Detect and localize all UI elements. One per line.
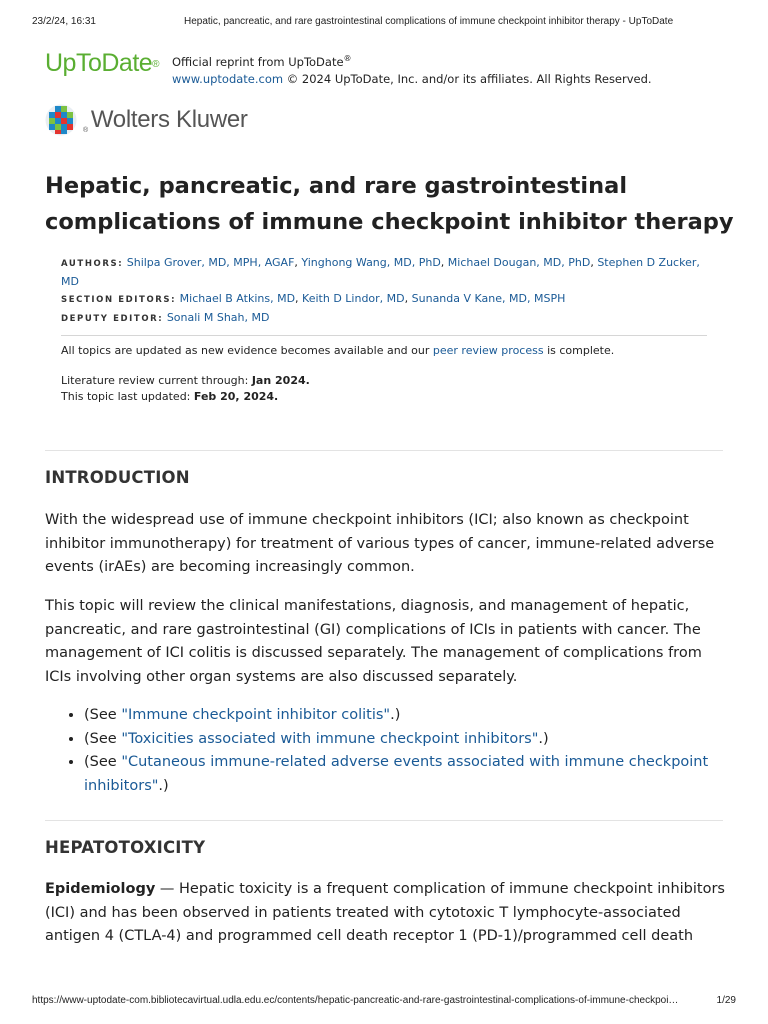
topic-link-ici-colitis[interactable]: "Immune checkpoint inhibitor colitis" xyxy=(121,707,391,723)
reprint-notice xyxy=(172,50,652,88)
authors-line: AUTHORS: Shilpa Grover, MD, MPH, AGAF, Yinghong Wang, MD, PhD, Michael Dougan, MD, PhD, Stephen D Zucker, MD xyxy=(61,256,700,288)
deputy-editor-label: DEPUTY EDITOR: xyxy=(61,314,164,324)
section-editors-line: SECTION EDITORS: Michael B Atkins, MD, Keith D Lindor, MD, Sunanda V Kane, MD, MSPH xyxy=(61,292,566,305)
deputy-editor-line xyxy=(61,309,701,328)
ref-suffix: .) xyxy=(538,730,549,747)
section-divider xyxy=(45,450,723,451)
publisher-registered-mark: ® xyxy=(83,127,88,134)
uptodate-logo-text: UpToDate xyxy=(45,49,153,77)
see-also-list xyxy=(45,704,764,798)
note-text: All topics are updated as new evidence becomes available and our xyxy=(61,344,433,357)
page-number: 1/29 xyxy=(716,995,736,1006)
wolters-kluwer-text xyxy=(83,106,248,134)
publisher-name: Wolters Kluwer xyxy=(90,106,248,133)
last-updated-label: This topic last updated: xyxy=(61,390,194,403)
copyright-text: © 2024 UpToDate, Inc. and/or its affiliates. All Rights Reserved. xyxy=(283,71,652,86)
article-meta xyxy=(61,254,701,328)
note-suffix: is complete. xyxy=(543,344,615,357)
reprint-registered-mark: ® xyxy=(343,54,352,63)
author-link[interactable]: Michael Dougan, MD, PhD xyxy=(447,256,591,269)
wolters-kluwer-logo xyxy=(45,104,248,136)
epidemiology-text: — Hepatic toxicity is a frequent complication of immune checkpoint inhibitors (ICI) and has been observed in patients treated with cytotoxic T lymphocyte-associated antigen 4 (CTLA-4) and programmed cell death receptor 1 (PD-1)/programmed cell death xyxy=(45,881,725,945)
authors-label: AUTHORS: xyxy=(61,259,124,269)
print-page-title: Hepatic, pancreatic, and rare gastrointestinal complications of immune checkpoint inhibitor therapy - UpToDate xyxy=(184,16,674,27)
wolters-kluwer-mark-icon xyxy=(45,104,77,136)
lit-review-date: Jan 2024. xyxy=(251,374,310,387)
epidemiology-lead: Epidemiology xyxy=(45,881,156,897)
peer-review-link[interactable]: peer review process xyxy=(432,344,544,357)
ref-prefix: (See xyxy=(84,754,122,771)
topic-link-toxicities[interactable]: "Toxicities associated with immune checkpoint inhibitors" xyxy=(121,730,539,747)
intro-paragraph-2: This topic will review the clinical manifestations, diagnosis, and management of hepatic, pancreatic, and rare gastrointestinal (GI) complications of ICIs in patients with cancer. The management of ICI colitis is discussed separately. The management of complications from ICIs involving other organ systems are also discussed separately. xyxy=(45,598,702,685)
ref-suffix: .) xyxy=(390,707,401,723)
section-editor-link[interactable]: Michael B Atkins, MD xyxy=(179,292,296,305)
review-dates xyxy=(61,373,310,405)
section-divider xyxy=(45,820,723,821)
print-datetime: 23/2/24, 16:31 xyxy=(32,16,96,27)
ref-suffix: .) xyxy=(158,777,169,794)
ref-prefix: (See xyxy=(84,730,122,747)
topic-link-cutaneous[interactable]: "Cutaneous immune-related adverse events associated with immune checkpoint inhibitors" xyxy=(84,754,709,794)
deputy-editor-link[interactable]: Sonali M Shah, MD xyxy=(166,311,270,324)
print-url: https://www-uptodate-com.bibliotecavirtual.udla.edu.ec/contents/hepatic-pancreatic-and-rare-gastrointestinal-complications-of-immune-checkpoi… xyxy=(32,995,679,1006)
article-title: Hepatic, pancreatic, and rare gastrointestinal complications of immune checkpoint inhibitor therapy xyxy=(45,173,734,235)
ref-prefix: (See xyxy=(84,707,122,723)
author-link[interactable]: Shilpa Grover, MD, MPH, AGAF xyxy=(126,256,295,269)
section-editor-link[interactable]: Sunanda V Kane, MD, MSPH xyxy=(411,292,566,305)
author-link[interactable]: Yinghong Wang, MD, PhD xyxy=(301,256,441,269)
section-editors-label: SECTION EDITORS: xyxy=(61,295,177,305)
peer-review-note xyxy=(61,342,711,359)
uptodate-logo[interactable] xyxy=(45,48,159,78)
registered-mark: ® xyxy=(152,59,160,70)
epidemiology-paragraph xyxy=(45,878,725,949)
list-item xyxy=(84,728,764,752)
hepatotoxicity-heading: HEPATOTOXICITY xyxy=(45,838,206,857)
uptodate-site-link[interactable]: www.uptodate.com xyxy=(172,71,284,86)
lit-review-label: Literature review current through: xyxy=(61,374,252,387)
author-link[interactable]: Stephen D Zucker, MD xyxy=(61,256,700,288)
list-item xyxy=(84,751,764,798)
section-editor-link[interactable]: Keith D Lindor, MD xyxy=(302,292,405,305)
reprint-text: Official reprint from UpToDate xyxy=(172,54,344,69)
introduction-heading: INTRODUCTION xyxy=(45,468,190,487)
list-item xyxy=(84,704,764,728)
intro-paragraph-1: With the widespread use of immune checkpoint inhibitors (ICI; also known as checkpoint inhibitor immunotherapy) for treatment of various types of cancer, immune-related adverse events (irAEs) are becoming increasingly common. xyxy=(45,512,715,576)
meta-divider xyxy=(61,335,707,336)
last-updated-date: Feb 20, 2024. xyxy=(193,390,279,403)
